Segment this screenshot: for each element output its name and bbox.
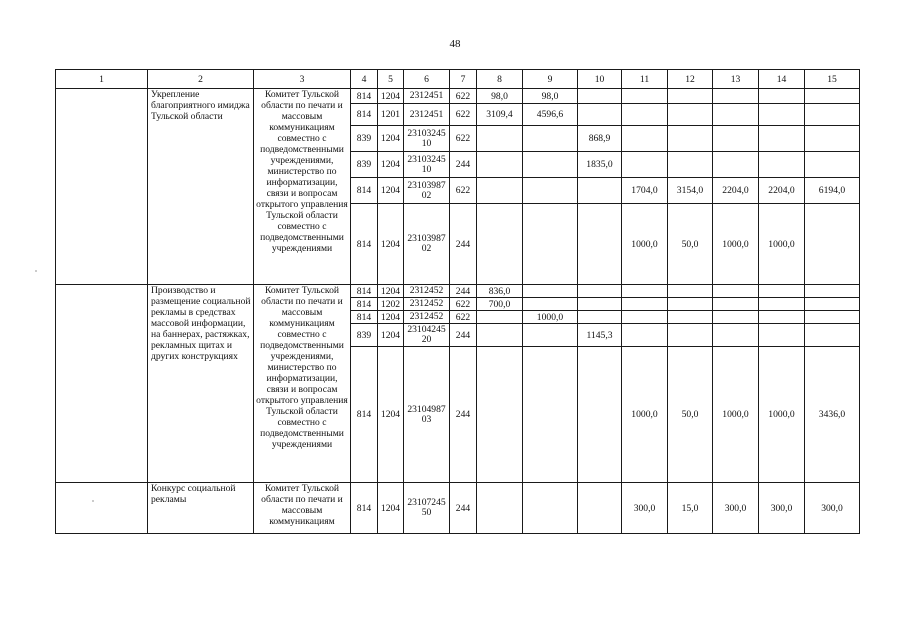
cell-c10 <box>578 204 622 285</box>
cell-c13 <box>713 152 759 178</box>
cell-c7: 622 <box>450 311 477 324</box>
executor: Комитет Тульской области по печати и массовым коммуникациям совместно с подведомственными учреждениями, министерство по информатизации, связи и вопросам открытого управления Тульской области совместно с подведомственными учреждениями <box>254 285 351 483</box>
cell-c4: 814 <box>351 347 378 483</box>
cell-c8 <box>477 347 523 483</box>
empty-cell <box>56 483 148 534</box>
header-cell: 11 <box>622 70 668 89</box>
cell-c15 <box>805 152 860 178</box>
scan-speck <box>92 500 94 502</box>
cell-c14 <box>759 285 805 298</box>
cell-c9 <box>523 298 578 311</box>
cell-c5: 1204 <box>378 311 404 324</box>
cell-c8 <box>477 324 523 347</box>
cell-c7: 622 <box>450 178 477 204</box>
cell-c8: 3109,4 <box>477 104 523 126</box>
header-cell: 1 <box>56 70 148 89</box>
cell-c5: 1204 <box>378 89 404 104</box>
cell-c15 <box>805 104 860 126</box>
executor: Комитет Тульской области по печати и массовым коммуникациям совместно с подведомственными учреждениями, министерство по информатизации, связи и вопросам открытого управления Тульской области совместно с подведомственными учреждениями <box>254 89 351 285</box>
cell-c6: 23103245 10 <box>404 152 450 178</box>
cell-c10: 1835,0 <box>578 152 622 178</box>
cell-c7: 622 <box>450 104 477 126</box>
cell-c14: 1000,0 <box>759 347 805 483</box>
cell-c14 <box>759 104 805 126</box>
header-cell: 10 <box>578 70 622 89</box>
cell-c15 <box>805 298 860 311</box>
cell-c14: 300,0 <box>759 483 805 534</box>
cell-c5: 1204 <box>378 324 404 347</box>
cell-c11 <box>622 311 668 324</box>
cell-c8: 700,0 <box>477 298 523 311</box>
cell-c12 <box>668 104 713 126</box>
cell-c12: 3154,0 <box>668 178 713 204</box>
header-cell: 7 <box>450 70 477 89</box>
cell-c15: 6194,0 <box>805 178 860 204</box>
cell-c6: 23107245 50 <box>404 483 450 534</box>
cell-c6: 23104987 03 <box>404 347 450 483</box>
cell-c12 <box>668 324 713 347</box>
cell-c15 <box>805 204 860 285</box>
cell-c8: 98,0 <box>477 89 523 104</box>
cell-c11: 1000,0 <box>622 204 668 285</box>
cell-c13: 2204,0 <box>713 178 759 204</box>
cell-c7: 244 <box>450 152 477 178</box>
executor: Комитет Тульской области по печати и массовым коммуникациям <box>254 483 351 534</box>
cell-c7: 244 <box>450 285 477 298</box>
header-cell: 13 <box>713 70 759 89</box>
cell-c8 <box>477 311 523 324</box>
cell-c8 <box>477 178 523 204</box>
cell-c14 <box>759 311 805 324</box>
header-cell: 4 <box>351 70 378 89</box>
cell-c12 <box>668 311 713 324</box>
cell-c15: 3436,0 <box>805 347 860 483</box>
cell-c10 <box>578 483 622 534</box>
cell-c7: 244 <box>450 204 477 285</box>
cell-c14: 1000,0 <box>759 204 805 285</box>
cell-c4: 814 <box>351 298 378 311</box>
cell-c10 <box>578 104 622 126</box>
cell-c13 <box>713 298 759 311</box>
cell-c5: 1204 <box>378 126 404 152</box>
cell-c10 <box>578 178 622 204</box>
cell-c13: 1000,0 <box>713 347 759 483</box>
cell-c7: 622 <box>450 298 477 311</box>
cell-c12 <box>668 126 713 152</box>
cell-c4: 814 <box>351 104 378 126</box>
cell-c11 <box>622 104 668 126</box>
cell-c4: 814 <box>351 483 378 534</box>
cell-c11 <box>622 89 668 104</box>
cell-c15 <box>805 324 860 347</box>
cell-c12: 15,0 <box>668 483 713 534</box>
cell-c15: 300,0 <box>805 483 860 534</box>
table-row <box>56 483 860 534</box>
cell-c9 <box>523 347 578 483</box>
cell-c11: 1000,0 <box>622 347 668 483</box>
cell-c12: 50,0 <box>668 204 713 285</box>
measure-name: Производство и размещение социальной рекламы в средствах массовой информации, на баннерах, растяжках, рекламных щитах и других конструкциях <box>148 285 254 483</box>
cell-c11 <box>622 285 668 298</box>
cell-c6: 2312451 <box>404 89 450 104</box>
cell-c8: 836,0 <box>477 285 523 298</box>
cell-c6: 2312452 <box>404 285 450 298</box>
cell-c12 <box>668 285 713 298</box>
cell-c4: 839 <box>351 126 378 152</box>
cell-c14 <box>759 89 805 104</box>
cell-c4: 839 <box>351 324 378 347</box>
cell-c4: 814 <box>351 89 378 104</box>
cell-c9 <box>523 483 578 534</box>
header-cell: 8 <box>477 70 523 89</box>
cell-c12 <box>668 298 713 311</box>
header-cell: 5 <box>378 70 404 89</box>
cell-c11 <box>622 324 668 347</box>
cell-c9: 98,0 <box>523 89 578 104</box>
cell-c5: 1204 <box>378 285 404 298</box>
header-cell: 9 <box>523 70 578 89</box>
cell-c12 <box>668 152 713 178</box>
cell-c13 <box>713 311 759 324</box>
cell-c13: 1000,0 <box>713 204 759 285</box>
cell-c15 <box>805 126 860 152</box>
cell-c9 <box>523 285 578 298</box>
cell-c11 <box>622 298 668 311</box>
cell-c10 <box>578 347 622 483</box>
cell-c11: 300,0 <box>622 483 668 534</box>
cell-c10 <box>578 298 622 311</box>
page-number: 48 <box>449 38 461 50</box>
cell-c14 <box>759 152 805 178</box>
cell-c7: 622 <box>450 126 477 152</box>
cell-c14 <box>759 126 805 152</box>
cell-c5: 1202 <box>378 298 404 311</box>
cell-c13 <box>713 324 759 347</box>
cell-c15 <box>805 285 860 298</box>
cell-c4: 814 <box>351 178 378 204</box>
cell-c10: 868,9 <box>578 126 622 152</box>
cell-c11 <box>622 152 668 178</box>
empty-cell <box>56 89 148 285</box>
cell-c7: 622 <box>450 89 477 104</box>
cell-c13: 300,0 <box>713 483 759 534</box>
cell-c13 <box>713 104 759 126</box>
cell-c12: 50,0 <box>668 347 713 483</box>
cell-c14 <box>759 324 805 347</box>
cell-c14 <box>759 298 805 311</box>
cell-c5: 1204 <box>378 204 404 285</box>
cell-c7: 244 <box>450 347 477 483</box>
cell-c8 <box>477 152 523 178</box>
cell-c14: 2204,0 <box>759 178 805 204</box>
header-cell: 3 <box>254 70 351 89</box>
cell-c9 <box>523 324 578 347</box>
cell-c7: 244 <box>450 324 477 347</box>
cell-c7: 244 <box>450 483 477 534</box>
cell-c6: 23103987 02 <box>404 204 450 285</box>
cell-c10 <box>578 285 622 298</box>
cell-c9: 4596,6 <box>523 104 578 126</box>
cell-c4: 839 <box>351 152 378 178</box>
header-cell: 12 <box>668 70 713 89</box>
cell-c13 <box>713 285 759 298</box>
table-row <box>56 89 860 104</box>
cell-c5: 1204 <box>378 178 404 204</box>
cell-c5: 1201 <box>378 104 404 126</box>
cell-c10 <box>578 89 622 104</box>
cell-c10 <box>578 311 622 324</box>
cell-c12 <box>668 89 713 104</box>
cell-c9 <box>523 178 578 204</box>
cell-c8 <box>477 126 523 152</box>
cell-c9 <box>523 152 578 178</box>
cell-c9: 1000,0 <box>523 311 578 324</box>
header-cell: 14 <box>759 70 805 89</box>
empty-cell <box>56 285 148 483</box>
cell-c4: 814 <box>351 204 378 285</box>
cell-c8 <box>477 483 523 534</box>
cell-c6: 23103987 02 <box>404 178 450 204</box>
header-cell: 15 <box>805 70 860 89</box>
cell-c15 <box>805 89 860 104</box>
budget-table <box>55 69 860 534</box>
cell-c11: 1704,0 <box>622 178 668 204</box>
table-row <box>56 285 860 298</box>
cell-c13 <box>713 89 759 104</box>
cell-c9 <box>523 126 578 152</box>
cell-c10: 1145,3 <box>578 324 622 347</box>
header-cell: 6 <box>404 70 450 89</box>
cell-c6: 2312452 <box>404 311 450 324</box>
cell-c6: 2312451 <box>404 104 450 126</box>
cell-c9 <box>523 204 578 285</box>
cell-c4: 814 <box>351 311 378 324</box>
cell-c6: 2312452 <box>404 298 450 311</box>
cell-c6: 23104245 20 <box>404 324 450 347</box>
cell-c6: 23103245 10 <box>404 126 450 152</box>
cell-c4: 814 <box>351 285 378 298</box>
cell-c13 <box>713 126 759 152</box>
cell-c5: 1204 <box>378 152 404 178</box>
header-row <box>56 70 860 89</box>
measure-name: Укрепление благоприятного имиджа Тульской области <box>148 89 254 285</box>
cell-c5: 1204 <box>378 347 404 483</box>
header-cell: 2 <box>148 70 254 89</box>
measure-name: Конкурс социальной рекламы <box>148 483 254 534</box>
cell-c15 <box>805 311 860 324</box>
cell-c5: 1204 <box>378 483 404 534</box>
cell-c11 <box>622 126 668 152</box>
scan-speck <box>35 270 37 272</box>
cell-c8 <box>477 204 523 285</box>
